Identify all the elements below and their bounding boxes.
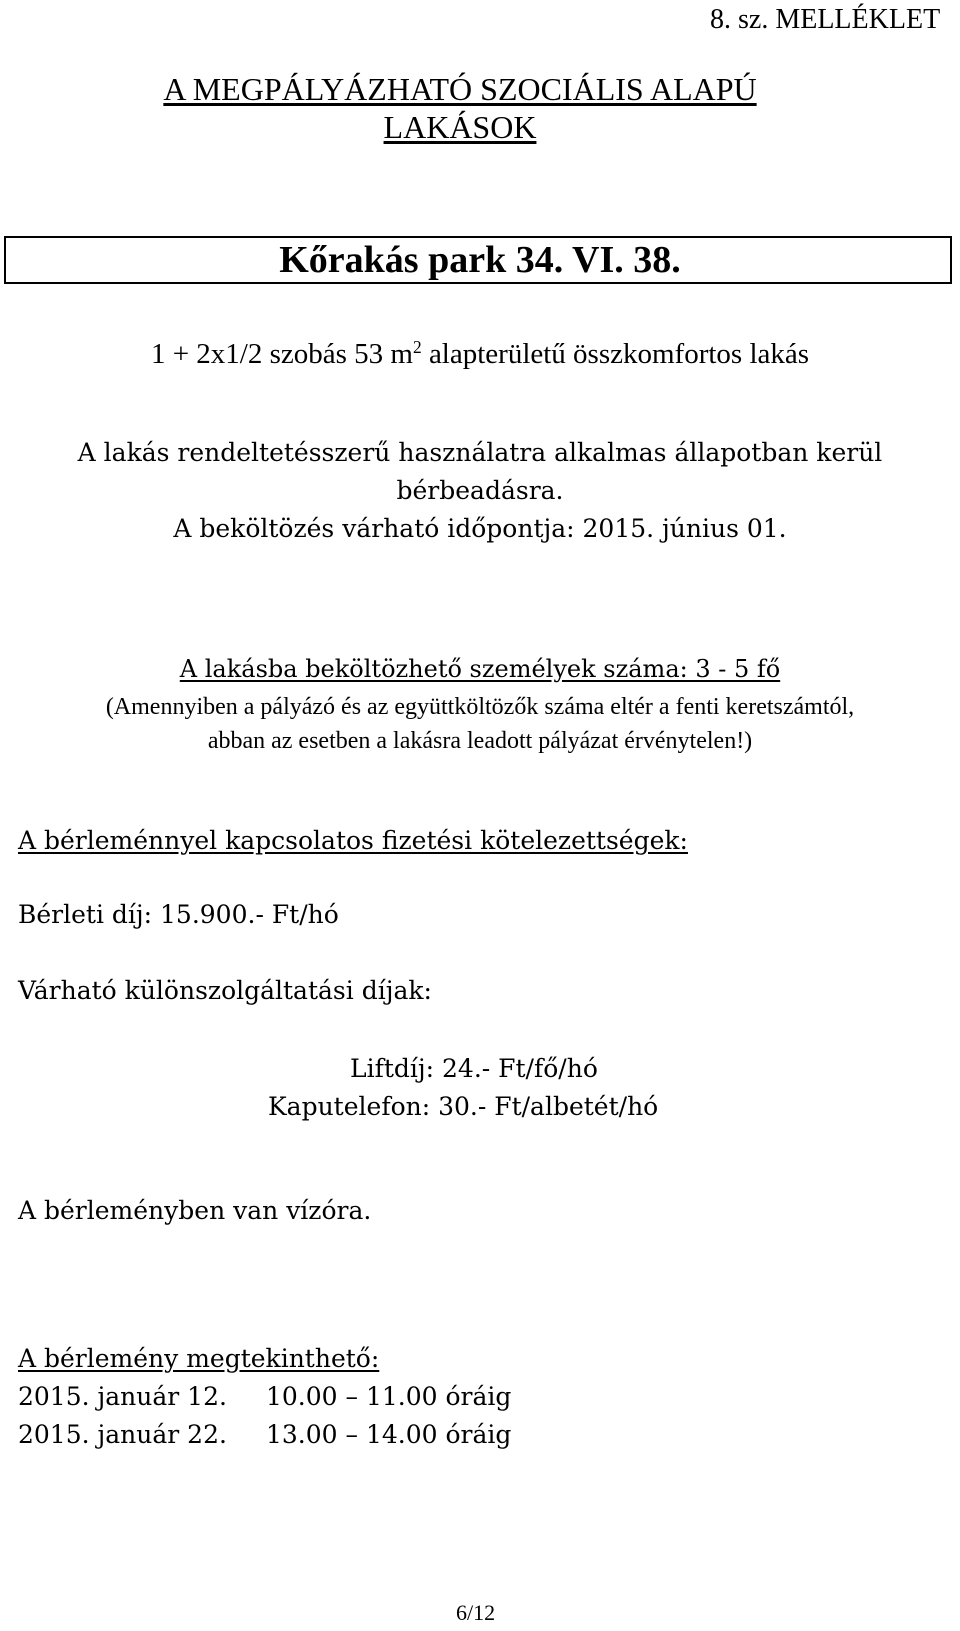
rent-line: Bérleti díj: 15.900.- Ft/hó <box>18 900 339 929</box>
condition-line-2: bérbeadásra. <box>396 476 564 505</box>
page-number: 6/12 <box>456 1600 496 1625</box>
viewing-date-2: 2015. január 22. <box>18 1420 227 1449</box>
persons-heading: A lakásba beköltözhető személyek száma: 3 - 5 fő <box>179 655 781 683</box>
move-in-date: A beköltözés várható időpontja: 2015. június 01. <box>173 514 787 543</box>
intercom-fee: Kaputelefon: 30.- Ft/albetét/hó <box>268 1092 659 1121</box>
services-heading: Várható különszolgáltatási díjak: <box>18 976 432 1005</box>
condition-text <box>0 434 960 548</box>
viewing-date-1: 2015. január 12. <box>18 1382 227 1411</box>
persons-note-line-2: abban az esetben a lakásra leadott pályázat érvénytelen!) <box>207 728 753 754</box>
page-title <box>0 70 960 146</box>
address-heading: Kőrakás park 34. VI. 38. <box>279 239 681 281</box>
lift-fee: Liftdíj: 24.- Ft/fő/hó <box>350 1054 598 1083</box>
obligations-heading: A bérleménnyel kapcsolatos fizetési kötelezettségek: <box>18 826 688 855</box>
viewing-heading: A bérlemény megtekinthető: <box>18 1344 380 1373</box>
viewing-time-2: 13.00 – 14.00 óráig <box>266 1420 512 1449</box>
water-meter: A bérleményben van vízóra. <box>18 1196 372 1225</box>
persons-note <box>0 690 960 758</box>
condition-line-1: A lakás rendeltetésszerű használatra alkalmas állapotban kerül <box>77 438 883 467</box>
flat-description: 1 + 2x1/2 szobás 53 $m^2$ alapterületű összkomfortos lakás <box>150 336 810 370</box>
annex-label: 8. sz. MELLÉKLET <box>710 4 941 35</box>
viewing-time-1: 10.00 – 11.00 óráig <box>266 1382 512 1411</box>
area-superscript: 2 <box>412 336 422 357</box>
title-line-2: LAKÁSOK <box>383 109 537 145</box>
persons-note-line-1: (Amennyiben a pályázó és az együttköltözők száma eltér a fenti keretszámtól, <box>105 694 855 720</box>
title-line-1: A MEGPÁLYÁZHATÓ SZOCIÁLIS ALAPÚ <box>163 71 757 107</box>
